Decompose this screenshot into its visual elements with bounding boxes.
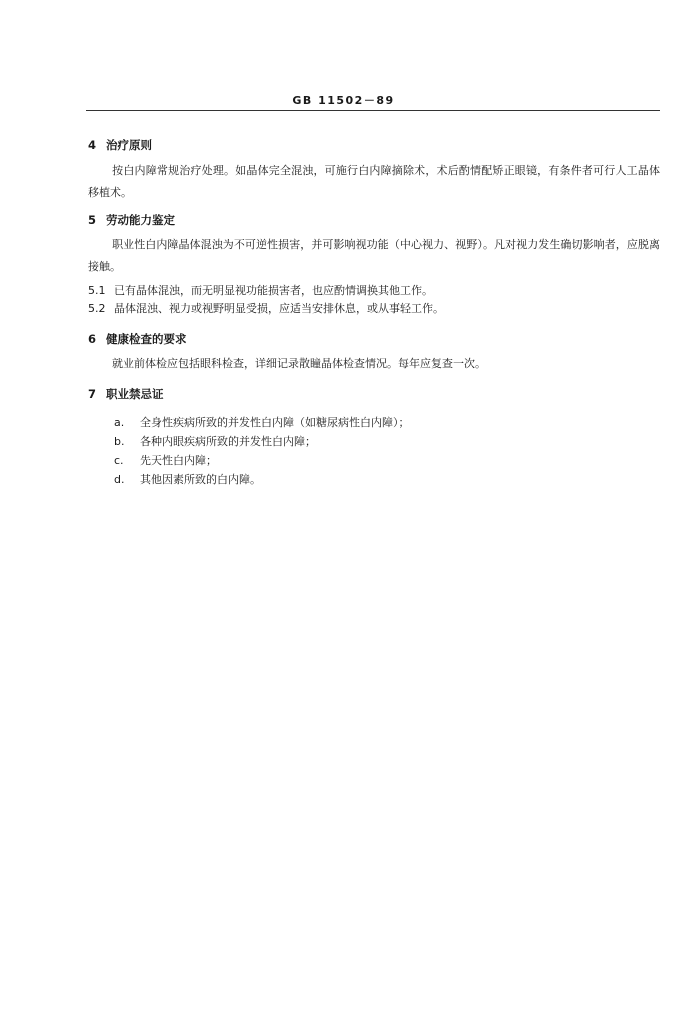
section-6-body [88,353,660,375]
section-4-body [88,160,660,204]
contraindication-c [114,452,217,468]
contraindication-a [114,414,410,430]
section-5-number: 5 [88,213,97,227]
clause-5-1-number: 5.1 [88,284,106,297]
section-6-number: 6 [88,332,97,346]
section-6-title: 健康检查的要求 [106,332,187,346]
contraindication-d-letter: d. [114,473,125,486]
section-7-title: 职业禁忌证 [106,387,164,401]
contraindication-d [114,471,261,487]
clause-5-1-text: 已有晶体混浊，而无明显视功能损害者，也应酌情调换其他工作。 [114,284,433,297]
contraindication-a-letter: a. [114,416,125,429]
clause-5-1 [88,282,433,298]
section-4-text: 按白内障常规治疗处理。如晶体完全混浊，可施行白内障摘除术，术后酌情配矫正眼镜，有条件者可行人工晶体移植术。 [88,164,660,199]
contraindication-c-letter: c. [114,454,124,467]
contraindication-b-text: 各种内眼疾病所致的并发性白内障； [140,435,316,448]
section-5-heading [88,212,175,228]
section-5-body [88,234,660,278]
contraindication-a-text: 全身性疾病所致的并发性白内障（如糖尿病性白内障）； [140,416,410,429]
section-5-title: 劳动能力鉴定 [106,213,175,227]
header-rule [86,110,660,111]
contraindication-b [114,433,316,449]
contraindication-c-text: 先天性白内障； [140,454,217,467]
section-4-heading [88,137,152,153]
section-7-heading [88,386,164,402]
clause-5-2-number: 5.2 [88,302,106,315]
contraindication-b-letter: b. [114,435,125,448]
section-7-number: 7 [88,387,97,401]
section-4-number: 4 [88,138,97,152]
contraindication-d-text: 其他因素所致的白内障。 [140,473,261,486]
section-6-text: 就业前体检应包括眼科检查，详细记录散瞳晶体检查情况。每年应复查一次。 [112,357,486,370]
clause-5-2 [88,300,444,316]
section-6-heading [88,331,187,347]
section-4-title: 治疗原则 [106,138,152,152]
section-5-text: 职业性白内障晶体混浊为不可逆性损害，并可影响视功能（中心视力、视野）。凡对视力发生确切影响者，应脱离接触。 [88,238,660,273]
clause-5-2-text: 晶体混浊、视力或视野明显受损，应适当安排休息，或从事轻工作。 [114,302,444,315]
standard-code-header: GB 11502－89 [292,94,395,107]
